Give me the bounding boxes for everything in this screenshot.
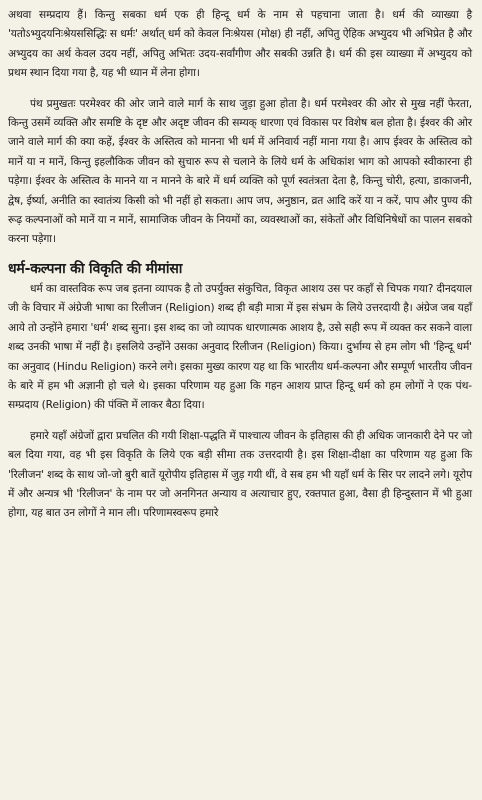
section-heading: धर्म-कल्पना की विकृति की मीमांसा xyxy=(8,260,183,277)
paragraph-gap xyxy=(8,416,472,427)
paragraph-dharma-definition: अथवा सम्प्रदाय हैं। किन्तु सबका धर्म एक ही हिन्दू धर्म के नाम से पहचाना जाता है। धर्म की व्याख्या है 'यतोऽभ्युदयनिःश्रेयससिद्धिः स धर्मः' अर्थात् धर्म को केवल निःश्रेयस (मोक्ष) ही नहीं, अपितु ऐहिक अभ्युदय भी अभिप्रेत है और अभ्युदय का अर्थ केवल उदय नहीं, अपितु अभितः उदय-सर्वांगीण और सबकी उन्नति है। धर्म की इस व्याख्या में अभ्युदय को प्रथम स्थान दिया गया है, यह भी ध्यान में लेना होगा। xyxy=(8,9,472,80)
paragraph-education-system: हमारे यहाँ अंग्रेजों द्वारा प्रचलित की गयी शिक्षा-पद्धति में पाश्चात्य जीवन के इतिहास की ही अधिक जानकारी देने पर जो बल दिया गया, वह भी इस विकृति के लिये एक बड़ी सीमा तक उत्तरदायी है। इस शिक्षा-दीक्षा का परिणाम यह हुआ कि 'रिलीजन' शब्द के साथ जो-जो बुरी बातें यूरोपीय इतिहास में जुड़ गयी थीं, वे सब हम भी यहाँ धर्म के सिर पर लादने लगे। यूरोप में और अन्यत्र भी 'रिलीजन' के नाम पर जो अनगिनत अन्याय व अत्याचार हुए, रक्तपात हुआ, वैसा ही हिन्दुस्तान में भी हुआ होगा, यह बात उन लोगों ने मान ली। परिणामस्वरूप हमारे xyxy=(8,429,472,520)
section-gap xyxy=(8,250,472,258)
paragraph-panth-vs-dharma: पंथ प्रमुखतः परमेश्वर की ओर जाने वाले मार्ग के साथ जुड़ा हुआ होता है। धर्म परमेश्वर की ओर से मुख नहीं फेरता, किन्तु उसमें व्यक्ति और समष्टि के दृष्ट और अदृष्ट जीवन की सम्यक् धारणा एवं विकास पर विशेष बल होता है। ईश्वर की ओर जाने वाले मार्ग की क्या कहें, ईश्वर के अस्तित्व को मानना भी धर्म में अनिवार्य नहीं माना गया है। आप ईश्वर के अस्तित्व को मानें या न मानें, किन्तु इहलौकिक जीवन को सुचारु रूप से चलाने के लिये धर्म के अधिकांश भाग को आपको स्वीकारना ही पड़ेगा। ईश्वर के अस्तित्व के मानने या न मानने के बारे में धर्म व्यक्ति को पूर्ण स्वतंत्रता देता है, किन्तु चोरी, हत्या, डाकाजनी, द्वेष, ईर्ष्या, अनीति का स्वातंत्र्य किसी को भी नहीं हो सकता। आप जप, अनुष्ठान, व्रत आदि करें या न करें, पाप और पुण्य की रूढ़ कल्पनाओं को मानें या न मानें, सामाजिक जीवन के नियमों का, व्यवस्थाओं का, संकेतों और विधिनिषेधों का पालन सबको करना पड़ेगा। xyxy=(8,97,472,246)
paragraph-religion-translation: धर्म का वास्तविक रूप जब इतना व्यापक है तो उपर्युक्त संकुचित, विकृत आशय उस पर कहाँ से चिपक गया? दीनदयाल जी के विचार में अंग्रेजी भाषा का रिलीजन (Religion) शब्द ही बड़ी मात्रा में इस संभ्रम के लिये उत्तरदायी है। अंग्रेज जब यहाँ आये तो उन्होंने हमारा 'धर्म' शब्द सुना। इस शब्द का जो व्यापक धारणात्मक आशय है, उसे सही रूप में व्यक्त कर सकने वाला शब्द उनकी भाषा में नहीं है। इसलिये उन्होंने उसका अनुवाद रिलीजन (Religion) किया। दुर्भाग्य से हम लोग भी 'हिन्दू धर्म' का अनुवाद (Hindu Religion) करने लगे। इसका मुख्य कारण यह था कि भारतीय धर्म-कल्पना और सम्पूर्ण भारतीय जीवन के बारे में हम भी अज्ञानी हो चले थे। इसका परिणाम यह हुआ कि गहन आशय प्राप्त हिन्दू धर्म को हम लोगों ने एक पंथ-सम्प्रदाय (Religion) की पंक्ति में लाकर बैठा दिया। xyxy=(8,282,472,412)
paragraph-gap xyxy=(8,84,472,95)
